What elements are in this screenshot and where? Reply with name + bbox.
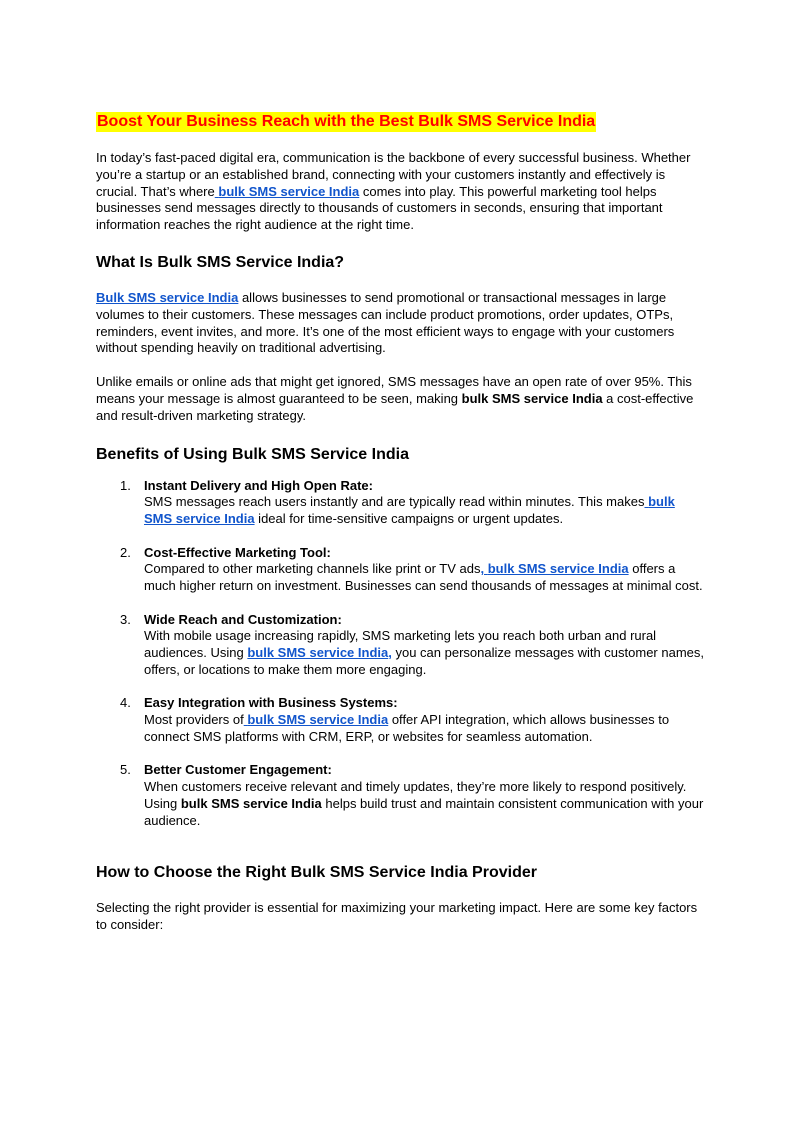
list-item-title: Wide Reach and Customization: (144, 611, 342, 627)
bulk-sms-link[interactable]: bulk SMS service India (218, 183, 360, 199)
bulk-sms-link[interactable]: bulk SMS service India (247, 712, 389, 728)
list-item-title: Better Customer Engagement: (144, 762, 332, 778)
list-number: 1. (120, 477, 131, 493)
list-item (96, 695, 706, 745)
list-item-body: When customers receive relevant and timely updates, they’re more likely to respond positively. Using bulk SMS service India helps build trust and maintain consistent communication with your audience. (144, 779, 704, 828)
list-item (96, 762, 706, 829)
list-item-title: Instant Delivery and High Open Rate: (144, 477, 373, 493)
section-heading-what: What Is Bulk SMS Service India? (96, 253, 345, 271)
bulk-sms-link[interactable]: Bulk SMS service India (96, 289, 239, 305)
list-number: 2. (120, 544, 131, 560)
document-page (96, 112, 706, 934)
bold-phrase: bulk SMS service India (180, 795, 322, 811)
list-item-body: Most providers of bulk SMS service India offer API integration, which allows businesses to connect SMS platforms with CRM, ERP, or websites for seamless automation. (144, 712, 670, 744)
list-item-title: Cost-Effective Marketing Tool: (144, 544, 331, 560)
choose-paragraph: Selecting the right provider is essential for maximizing your marketing impact. Here are some key factors to consider: (96, 900, 698, 933)
section-heading-benefits: Benefits of Using Bulk SMS Service India (96, 445, 409, 463)
bulk-sms-link[interactable]: , bulk SMS service India (480, 561, 629, 577)
list-item (96, 612, 706, 679)
list-number: 3. (120, 611, 131, 627)
intro-text-before: In today’s fast-paced digital era, communication is the backbone of every successful business. Whether you’re a startup or an established brand, connecting with your customers instantly and effectively is crucial. That’s where (96, 150, 691, 199)
section-heading-choose: How to Choose the Right Bulk SMS Service India Provider (96, 864, 537, 882)
bulk-sms-link[interactable]: bulk SMS service India (144, 494, 675, 527)
list-item-body: With mobile usage increasing rapidly, SMS marketing lets you reach both urban and rural audiences. Using bulk SMS service India, you can personalize messages with customer names, offers, or locations to make them more engaging. (144, 628, 705, 677)
intro-text-after: comes into play. This powerful marketing tool helps businesses send messages directly to thousands of customers in seconds, ensuring that important information reaches the right audience at the right time. (96, 183, 663, 233)
list-item-body: SMS messages reach users instantly and are typically read within minutes. This makes bulk SMS service India ideal for time-sensitive campaigns or urgent updates. (144, 494, 675, 527)
intro-paragraph (96, 150, 706, 234)
list-item-body: Compared to other marketing channels like print or TV ads, bulk SMS service India offers a much higher return on investment. Businesses can send thousands of messages at minimal cost. (144, 561, 703, 594)
list-item (96, 545, 706, 595)
what-paragraph-1: Bulk SMS service India allows businesses to send promotional or transactional messages in large volumes to their customers. These messages can include product promotions, order updates, OTPs, reminders, event invites, and more. It’s one of the most efficient ways to engage with your customers without spending heavily on traditional advertising. (96, 289, 675, 356)
page-title: Boost Your Business Reach with the Best Bulk SMS Service India (97, 113, 596, 130)
bulk-sms-link[interactable]: bulk SMS service India, (247, 645, 392, 661)
what-paragraph-2: Unlike emails or online ads that might get ignored, SMS messages have an open rate of over 95%. This means your message is almost guaranteed to be seen, making bulk SMS service India a cost-effective and result-driven marketing strategy. (96, 374, 694, 423)
list-item-title: Easy Integration with Business Systems: (144, 695, 398, 711)
list-item (96, 478, 706, 528)
benefits-list (96, 478, 706, 830)
list-number: 5. (120, 762, 131, 778)
list-number: 4. (120, 695, 131, 711)
bold-phrase: bulk SMS service India (461, 390, 603, 406)
